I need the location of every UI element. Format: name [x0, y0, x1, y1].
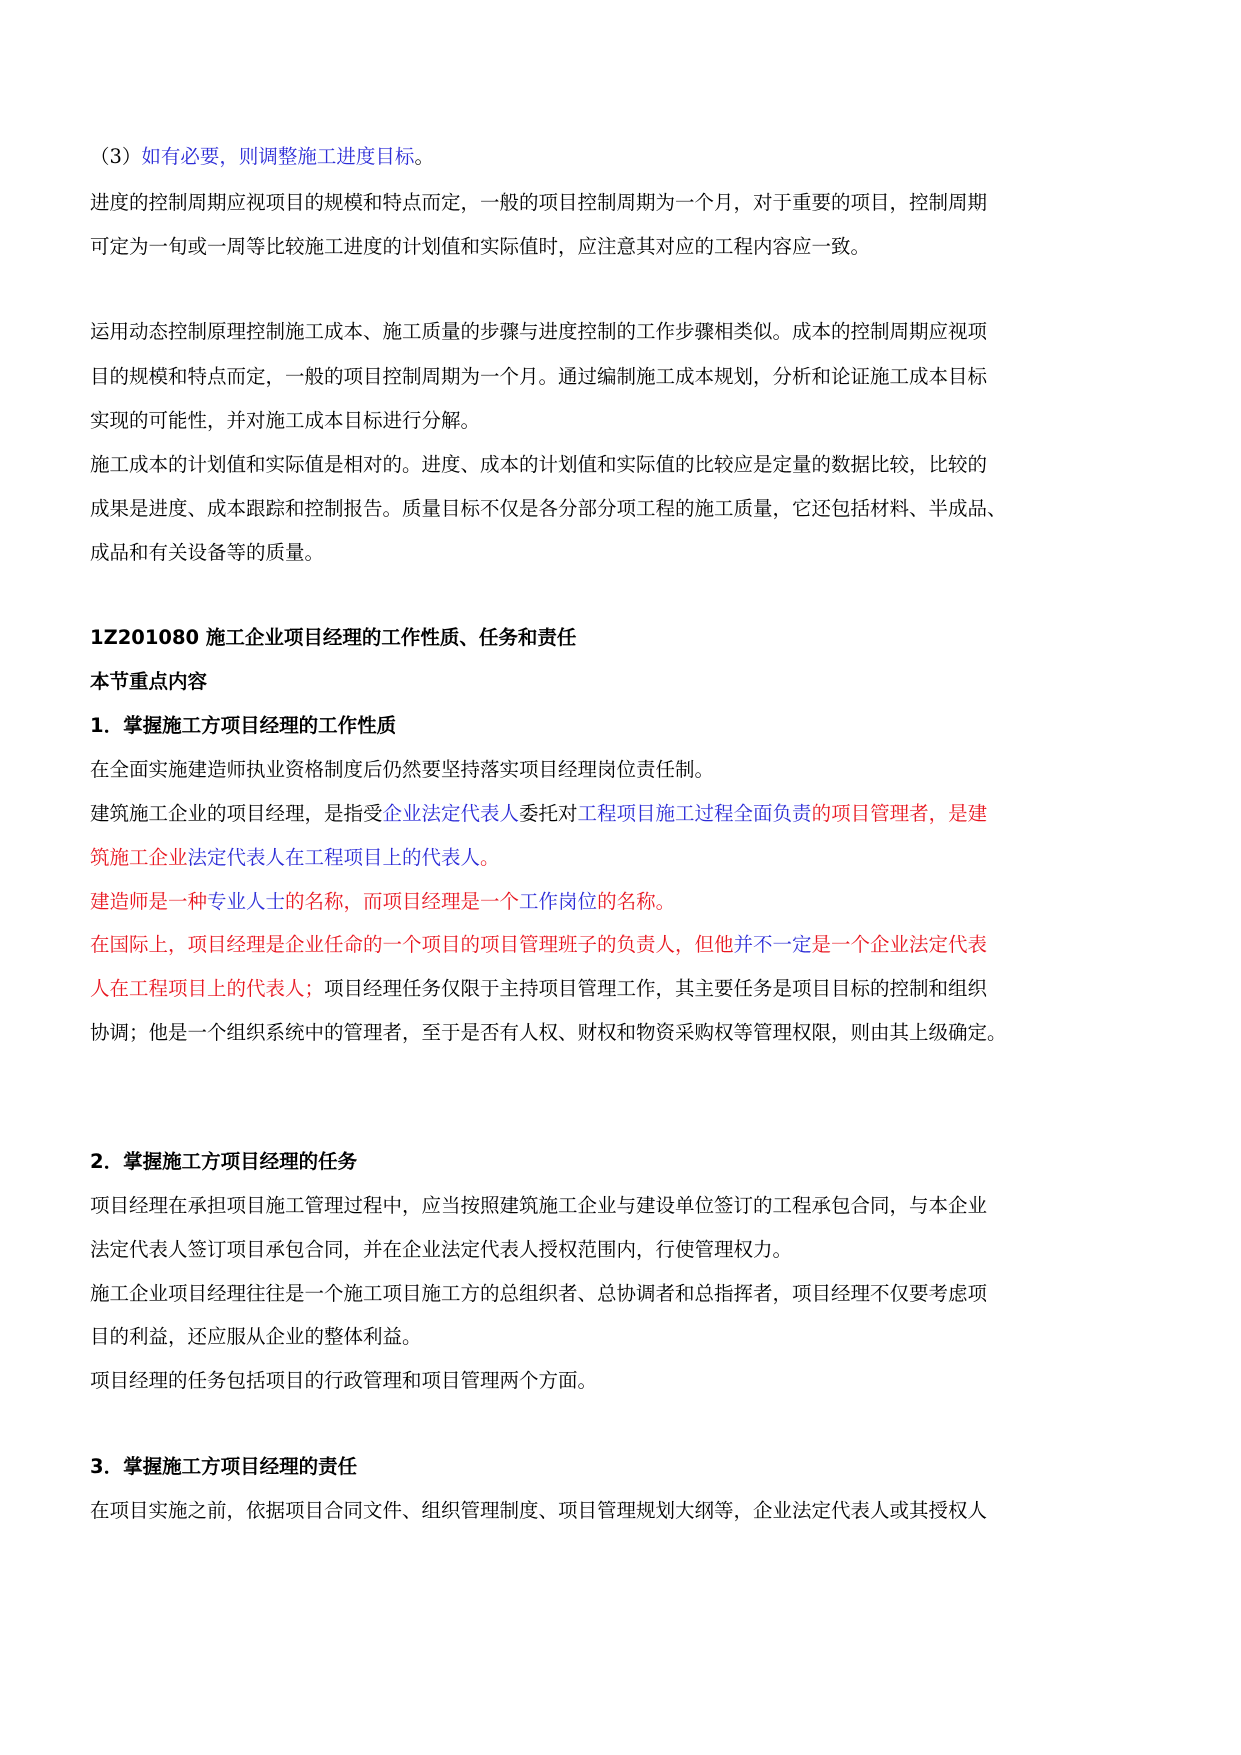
text-run: 本节重点内容 — [90, 670, 208, 693]
text-run: 人在工程项目上的代表人； — [90, 977, 325, 1000]
text-run: （3） — [90, 145, 142, 168]
text-run: 协调；他是一个组织系统中的管理者，至于是否有人权、财权和物资采购权等管理权限，则由其上级确定。 — [90, 1021, 1007, 1044]
paragraph-line — [90, 494, 1160, 524]
text-run: 。 — [414, 145, 434, 168]
text-run: 运用动态控制原理控制施工成本、施工质量的步骤与进度控制的工作步骤相类似。成本的控制周期应视项 — [90, 320, 988, 343]
text-run: 成果是进度、成本跟踪和控制报告。质量目标不仅是各分部分项工程的施工质量，它还包括材料、半成品、 — [90, 497, 1007, 520]
text-run: 1Z201080 施工企业项目经理的工作性质、任务和责任 — [90, 626, 577, 649]
text-run: 3．掌握施工方项目经理的责任 — [90, 1455, 358, 1478]
paragraph-line — [90, 450, 1160, 480]
text-run: 筑施工企业 — [90, 846, 188, 869]
topic-heading — [90, 1147, 1160, 1177]
paragraph-line — [90, 1366, 1160, 1396]
text-run: 目的规模和特点而定，一般的项目控制周期为一个月。通过编制施工成本规划，分析和论证施工成本目标 — [90, 365, 988, 388]
text-run: 在全面实施建造师执业资格制度后仍然要坚持落实项目经理岗位责任制。 — [90, 758, 715, 781]
paragraph-line — [90, 1235, 1160, 1265]
paragraph-line — [90, 538, 1160, 568]
text-run: 建筑施工企业的项目经理，是指受 — [90, 802, 383, 825]
paragraph-line — [90, 799, 1160, 829]
text-run: 成品和有关设备等的质量。 — [90, 541, 325, 564]
text-run: 建造师是一种 — [90, 890, 208, 913]
text-run: 。 — [480, 846, 500, 869]
text-run: 法定代表人在工程项目上的代表人 — [187, 846, 481, 869]
paragraph-line — [90, 930, 1160, 960]
text-run: 2．掌握施工方项目经理的任务 — [90, 1150, 358, 1173]
text-run: 专业人士 — [207, 890, 286, 913]
text-run: 施工成本的计划值和实际值是相对的。进度、成本的计划值和实际值的比较应是定量的数据比较，比较的 — [90, 453, 988, 476]
text-run: 在国际上，项目经理是企业任命的一个项目的项目管理班子的负责人，但他 — [90, 933, 734, 956]
text-run: 的项目管理者，是建 — [811, 802, 988, 825]
paragraph-line — [90, 1279, 1160, 1309]
text-run: 委托对 — [519, 802, 578, 825]
text-run: 的名称，而项目经理是一个 — [285, 890, 520, 913]
text-run: 1．掌握施工方项目经理的工作性质 — [90, 714, 397, 737]
paragraph-line — [90, 188, 1160, 218]
text-run: 项目经理在承担项目施工管理过程中，应当按照建筑施工企业与建设单位签订的工程承包合同，与本企业 — [90, 1194, 988, 1217]
text-run: 目的利益，还应服从企业的整体利益。 — [90, 1325, 422, 1348]
text-run: 施工企业项目经理往往是一个施工项目施工方的总组织者、总协调者和总指挥者，项目经理不仅要考虑项 — [90, 1282, 988, 1305]
paragraph-line — [90, 887, 1160, 917]
text-run: 工作岗位 — [519, 890, 598, 913]
text-run: 并不一定 — [733, 933, 812, 956]
text-run: 项目经理任务仅限于主持项目管理工作，其主要任务是项目目标的控制和组织 — [324, 977, 988, 1000]
paragraph-line — [90, 232, 1160, 262]
paragraph-line — [90, 974, 1160, 1004]
paragraph-line — [90, 1018, 1160, 1048]
text-run: 在项目实施之前，依据项目合同文件、组织管理制度、项目管理规划大纲等，企业法定代表人或其授权人 — [90, 1499, 988, 1522]
paragraph-line — [90, 1496, 1160, 1526]
text-run: 项目经理的任务包括项目的行政管理和项目管理两个方面。 — [90, 1369, 598, 1392]
text-run: 如有必要，则调整施工进度目标 — [141, 145, 415, 168]
paragraph-line — [90, 755, 1160, 785]
subsection-heading — [90, 667, 1160, 697]
paragraph-line — [90, 406, 1160, 436]
text-run: 法定代表人签订项目承包合同，并在企业法定代表人授权范围内，行使管理权力。 — [90, 1238, 793, 1261]
text-run: 工程项目施工过程全面负责 — [577, 802, 812, 825]
section-heading — [90, 623, 1160, 653]
paragraph-line — [90, 1322, 1160, 1352]
text-run: 进度的控制周期应视项目的规模和特点而定，一般的项目控制周期为一个月，对于重要的项目，控制周期 — [90, 191, 988, 214]
paragraph-line — [90, 843, 1160, 873]
text-run: 企业法定代表人 — [382, 802, 520, 825]
text-run: 可定为一旬或一周等比较施工进度的计划值和实际值时，应注意其对应的工程内容应一致。 — [90, 235, 871, 258]
text-run: 的名称。 — [597, 890, 676, 913]
text-run: 是一个企业法定代表 — [811, 933, 988, 956]
paragraph-line — [90, 142, 1160, 172]
text-run: 实现的可能性，并对施工成本目标进行分解。 — [90, 409, 481, 432]
topic-heading — [90, 1452, 1160, 1482]
paragraph-line — [90, 317, 1160, 347]
paragraph-line — [90, 1191, 1160, 1221]
topic-heading — [90, 711, 1160, 741]
paragraph-line — [90, 362, 1160, 392]
